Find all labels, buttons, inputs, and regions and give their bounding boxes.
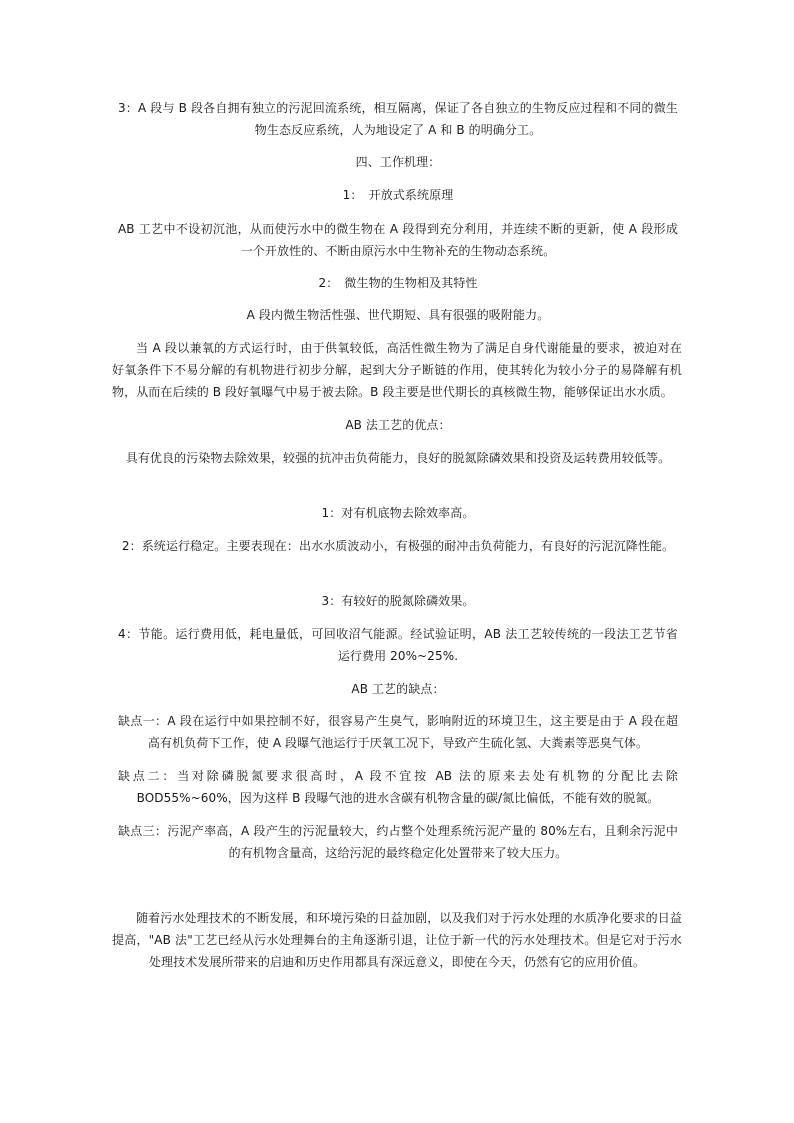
heading-disadvantages: AB 工艺的缺点： — [351, 682, 445, 696]
heading-open-system: 1： 开放式系统原理 — [342, 188, 454, 202]
heading-advantages: AB 法工艺的优点： — [345, 418, 451, 432]
disadvantage-3: 缺点三：污泥产率高，A 段产生的污泥量较大，约占整个处理系统污泥产量的 80%左右，且剩余污泥中的有机物含量高，这给污泥的最终稳定化处置带来了较大压力。 — [118, 824, 678, 860]
advantage-1: 1：对有机底物去除效率高。 — [321, 506, 475, 520]
heading-microbe-phase: 2： 微生物的生物相及其特性 — [318, 276, 478, 290]
advantage-4: 4：节能。运行费用低，耗电量低，可回收沼气能源。经试验证明，AB 法工艺较传统的一段法工艺节省运行费用 20%~25%. — [118, 627, 678, 663]
paragraph-sludge-return: 3：A 段与 B 段各自拥有独立的污泥回流系统，相互隔离，保证了各自独立的生物反应过程和不同的微生物生态反应系统，人为地设定了 A 和 B 的明确分工。 — [118, 101, 678, 137]
disadvantage-2: 缺点二：当对除磷脱氮要求很高时，A 段不宜按 AB 法的原来去处有机物的分配比去除 BOD55%~60%，因为这样 B 段曝气池的进水含碳有机物含量的碳/氮比偏低，不能有效的脱氮。 — [118, 769, 678, 805]
paragraph-open-system: AB 工艺中不设初沉池，从而使污水中的微生物在 A 段得到充分利用，并连续不断的更新，使 A 段形成一个开放性的、不断由原污水中生物补充的生物动态系统。 — [118, 222, 678, 258]
paragraph-microbe-detail: 当 A 段以兼氧的方式运行时，由于供氧较低，高活性微生物为了满足自身代谢能量的要求，被迫对在好氧条件下不易分解的有机物进行初步分解，起到大分子断链的作用，使其转化为较小分子的易降解有机物，从而在后续的 B 段好氧曝气中易于被去除。B 段主要是世代期长的真核微生物，能够保证出水水质。 — [112, 341, 682, 399]
disadvantage-1: 缺点一：A 段在运行中如果控制不好，很容易产生臭气，影响附近的环境卫生，这主要是由于 A 段在超高有机负荷下工作，使 A 段曝气池运行于厌氧工况下，导致产生硫化氢、大粪素等恶臭气体。 — [118, 714, 678, 750]
heading-working-mechanism: 四、工作机理： — [355, 155, 441, 169]
advantage-2: 2：系统运行稳定。主要表现在：出水水质波动小，有极强的耐冲击负荷能力，有良好的污泥沉降性能。 — [121, 539, 675, 553]
paragraph-conclusion: 随着污水处理技术的不断发展，和环境污染的日益加剧，以及我们对于污水处理的水质净化要求的日益提高，"AB 法"工艺已经从污水处理舞台的主角逐渐引退，让位于新一代的污水处理技术。但是它对于污水处理技术发展所带来的启迪和历史作用都具有深远意义，即使在今天，仍然有它的应用价值。 — [112, 911, 682, 969]
paragraph-microbe-activity: A 段内微生物活性强、世代期短、具有很强的吸附能力。 — [246, 308, 550, 322]
paragraph-advantages: 具有优良的污染物去除效果，较强的抗冲击负荷能力，良好的脱氮除磷效果和投资及运转费用较低等。 — [125, 451, 671, 465]
advantage-3: 3：有较好的脱氮除磷效果。 — [321, 594, 475, 608]
